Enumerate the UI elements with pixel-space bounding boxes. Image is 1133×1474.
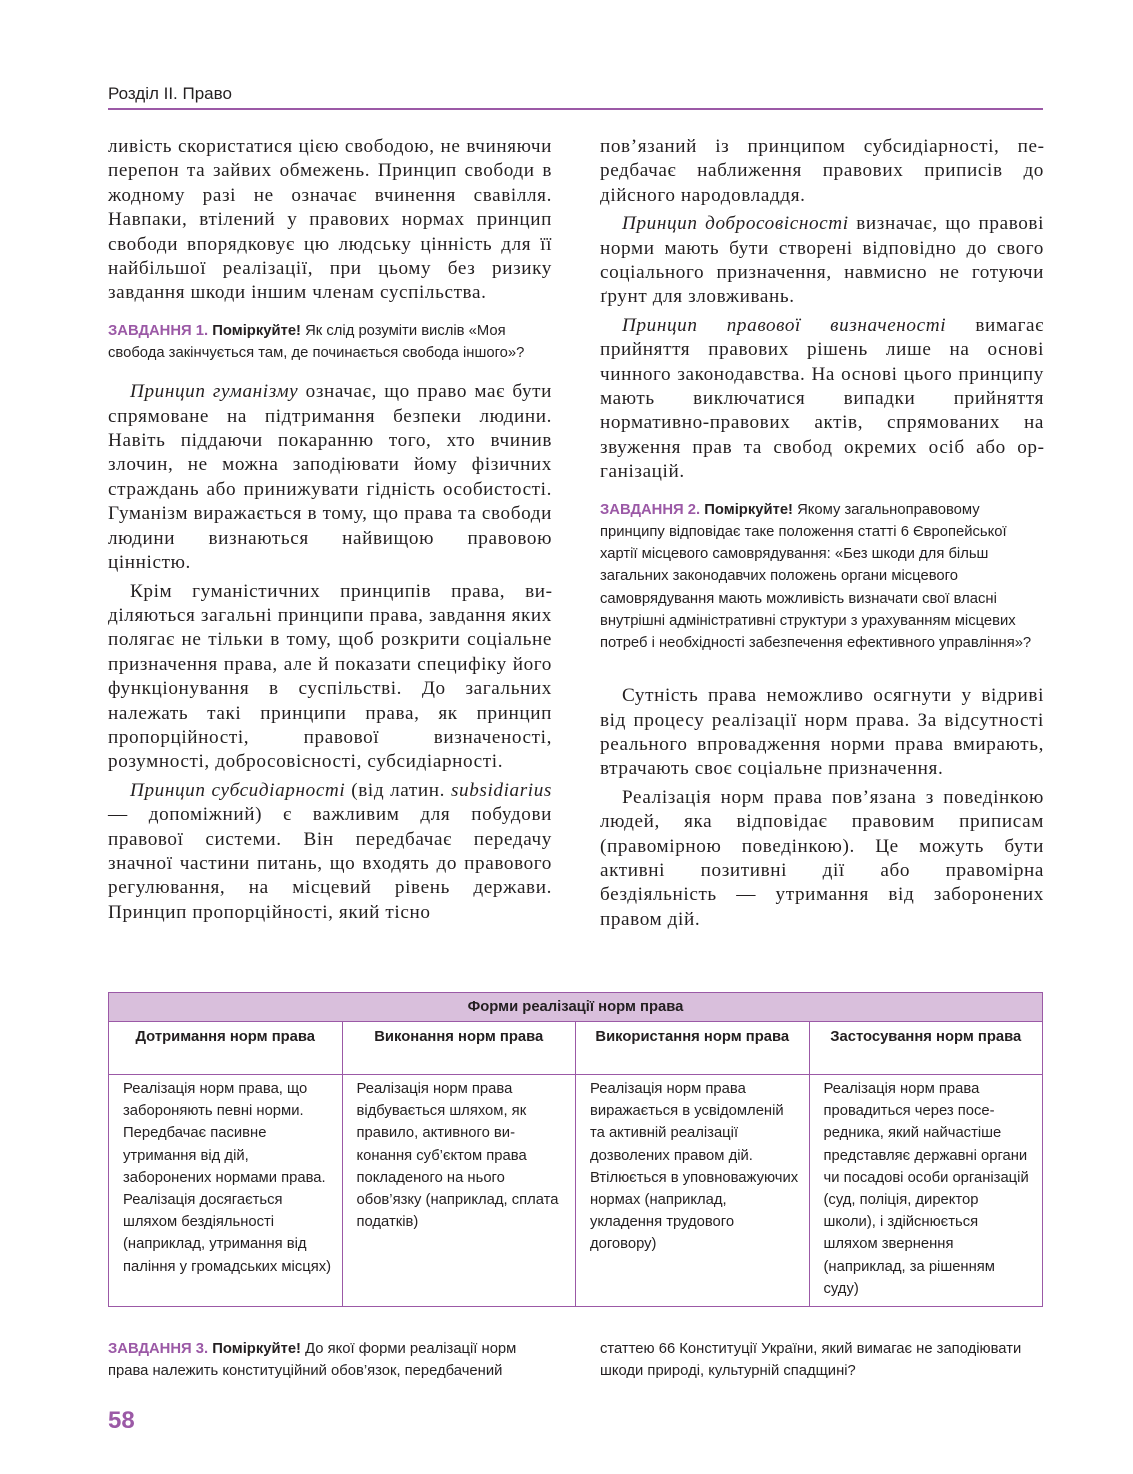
- paragraph: пов’язаний із принципом субсидіарності, передбачає наближення правових приписів до дійсного народовладдя.: [600, 136, 1044, 206]
- page-number: 58: [108, 1407, 135, 1434]
- paragraph: Реалізація норм права пов’язана з поведінкою людей, яка відповідає правовим приписам (правомірною поведінкою). Це можуть бути активні позитивні дії або правомірна бездіяльність — утримання від заборонених правом дій.: [600, 786, 1044, 930]
- page-header: [108, 80, 1043, 110]
- table-header-row: [109, 1022, 1043, 1075]
- right-column: [600, 135, 1044, 932]
- task-label: ЗАВДАННЯ 3.: [108, 1341, 209, 1357]
- table-cell: Реалізація норм права відбувається шляхом, як правило, активного виконання суб’єктом права покладеного на нього обов’язку (наприклад, сплата податків): [342, 1075, 576, 1307]
- table-row: [109, 1075, 1043, 1307]
- task-prompt: Поміркуйте!: [212, 1341, 301, 1357]
- term: Принцип субсидіарності: [130, 779, 346, 801]
- paragraph-text: визначає, що правові норми мають бути створені відповідно до свого соціального призначення, навмисно не готуючи ґрунт для зловживань.: [600, 213, 1045, 308]
- paragraph: Крім гуманістичних принципів права, виділяються загальні принципи права, завдання яких полягає не тільки в тому, щоб розкрити соціальне призначення права, але й показати специфіку його функціонування в суспільстві. До загальних належать такі принципи права, як принцип пропорційності, правової визначеності, розумності, добросовісності, субсидіарності.: [108, 580, 552, 773]
- task-1: [108, 320, 552, 364]
- paragraph-text: — допоміжний) є важливим для побудови правової системи. Він передбачає передачу значної частини питань, що входять до правового регулювання, на місцевий рівень держави. Принцип пропорційності, який тісно: [108, 804, 552, 923]
- paragraph: [600, 314, 1044, 485]
- paragraph-text: (від латин.: [345, 779, 451, 801]
- task-3: [108, 1338, 552, 1382]
- forms-table: [108, 992, 1043, 1307]
- table-cell: Реалізація норм права, що забороняють певні норми. Передбачає пасивне утримання від дій, заборонених нормами права. Реалізація досягається шляхом бездіяльності (наприклад, утримання від паління у громадських місцях): [109, 1075, 343, 1307]
- paragraph-text: вимагає прийняття правових рішень лише на основі чинного законодавства. На основі цього принципу мають виключатися випадки прийняття нормативно-правових актів, спрямованих на звуження прав та свобод окремих осіб або організацій.: [600, 314, 1045, 483]
- task-label: ЗАВДАННЯ 1.: [108, 322, 209, 339]
- task-prompt: Поміркуйте!: [212, 322, 301, 339]
- term: Принцип добросовісності: [622, 213, 849, 235]
- task-text: Як слід розуміти вислів «Моя свобода закінчується там, де починається свобода іншого»?: [108, 322, 525, 362]
- task-3-continued: [600, 1338, 1044, 1382]
- table-header-cell: Застосування норм права: [809, 1022, 1043, 1075]
- table-cell: Реалізація норм права провадиться через посередника, який найчастіше представляє державні органи чи посадові особи організацій (суд, поліція, директор школи), і здійснюється шляхом звернення (наприклад, за рішенням суду): [809, 1075, 1043, 1307]
- task-2: [600, 499, 1044, 654]
- task-prompt: Поміркуйте!: [704, 501, 793, 518]
- paragraph: Сутність права неможливо осягнути у відриві від процесу реалізації норм права. За відсутності реального впровадження норми права вмирають, втрачають своє соціальне призначення.: [600, 685, 1044, 780]
- table-header-cell: Використання норм права: [576, 1022, 810, 1075]
- term: Принцип гуманізму: [130, 381, 299, 403]
- paragraph: [108, 779, 552, 925]
- paragraph-text: означає, що право має бути спрямоване на підтримання безпеки людини. Навіть піддаючи покаранню того, хто вчинив злочин, не можна заподіювати йому фізичних страждань або принижувати гідність особистості. Гуманізм виражається в тому, що права та свободи людини визнаються найвищою правовою цінністю.: [108, 381, 552, 574]
- term: Принцип правової визначеності: [622, 314, 947, 336]
- paragraph: [108, 380, 552, 575]
- table-cell: Реалізація норм права виражається в усвідомленій та активній реалізації дозволених правом дій. Втілюється в уповноважуючих нормах (наприклад, укладення трудового договору): [576, 1075, 810, 1307]
- task-text: статтею 66 Конституції України, який вимагає не заподіювати шкоди природі, культурній спадщині?: [600, 1341, 1022, 1380]
- task-text: Якому загальноправовому принципу відповідає таке положення статті 6 Європейської хартії місцевого самоврядування: «Без шкоди для більш загальних законодавчих положень органи місцевого самоврядування мають можливість визначати свої власні внутрішні адміністративні структури з урахуванням місцевих потреб і необхідності забезпечення ефективного управління»?: [600, 501, 1032, 651]
- latin-term: subsidiarius: [450, 779, 552, 801]
- table-header-cell: Виконання норм права: [342, 1022, 576, 1075]
- table-header-cell: Дотримання норм права: [109, 1022, 343, 1075]
- left-column: [108, 135, 552, 925]
- task-text: До якої форми реалізації норм права належить конституційний обов’язок, передбачений: [108, 1341, 517, 1380]
- task-3-left-text: [108, 1338, 552, 1382]
- section-title: Розділ ІІ. Право: [108, 84, 232, 103]
- table-title: Форми реалізації норм права: [109, 993, 1043, 1022]
- paragraph: ливість скористатися цією свободою, не вчиняючи перепон та зайвих обмежень. Принцип свободи в жодному разі не означає вчинення свавілля. Навпаки, втілений у правових нормах принцип свободи впорядковує цю людську цінність для її найбільшої реалізації, при цьому без ризику завдання шкоди іншим членам суспільства.: [108, 136, 552, 304]
- task-label: ЗАВДАННЯ 2.: [600, 501, 701, 518]
- paragraph: [600, 212, 1044, 310]
